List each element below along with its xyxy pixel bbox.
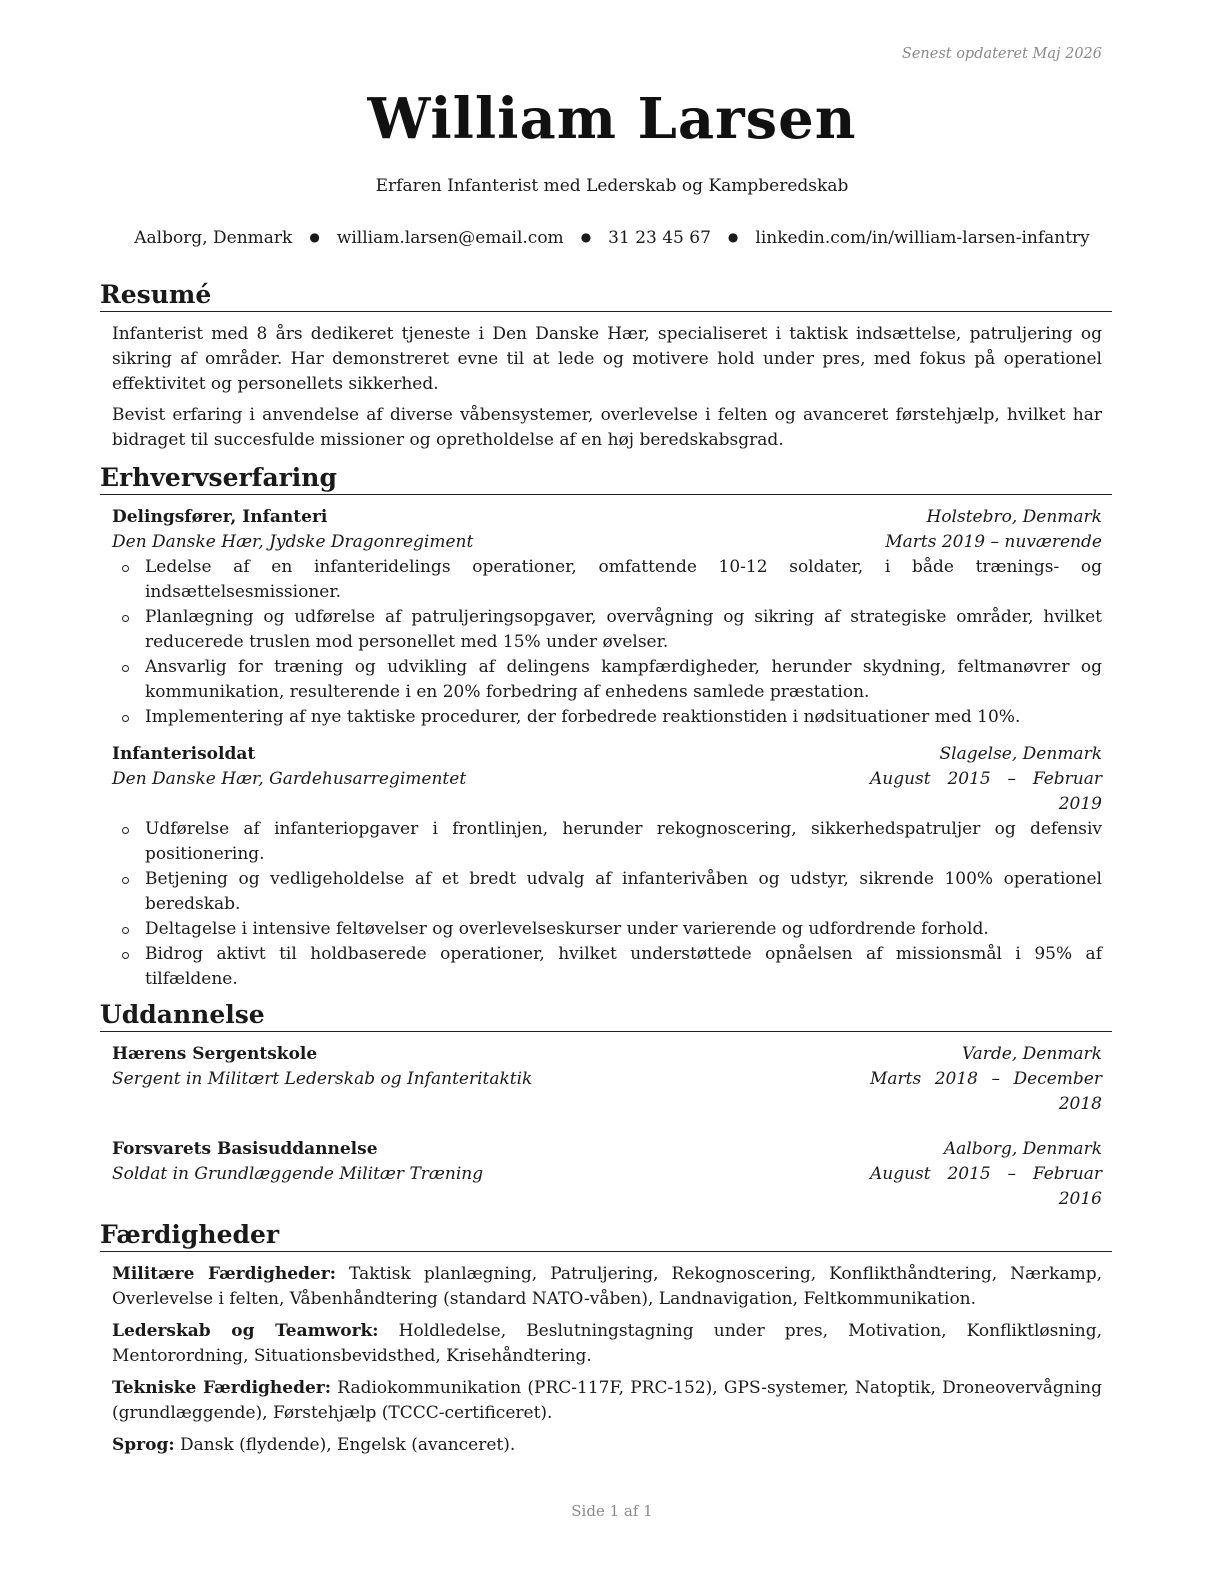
contact-phone: 31 23 45 67 (608, 228, 711, 248)
skill-group-label: Lederskab og Teamwork: (112, 1321, 379, 1341)
education-dates: Marts 2018 – December 2018 (870, 1069, 1102, 1114)
education-entry (112, 1042, 1102, 1117)
education-body (100, 1042, 1112, 1212)
education-entry (112, 1137, 1102, 1212)
job-bullets (112, 555, 1102, 730)
skill-group (112, 1376, 1102, 1426)
skills-body (100, 1262, 1112, 1458)
contact-email[interactable]: william.larsen@email.com (336, 228, 564, 248)
contact-linkedin[interactable]: linkedin.com/in/william-larsen-infantry (755, 228, 1090, 248)
school-location: Varde, Denmark (961, 1044, 1102, 1064)
skill-group-label: Sprog: (112, 1435, 175, 1455)
job-location: Slagelse, Denmark (939, 744, 1102, 764)
section-title-skills: Færdigheder (100, 1220, 1112, 1252)
section-title-experience: Erhvervserfaring (100, 463, 1112, 495)
list-item: Bidrog aktivt til holdbaserede operationer, hvilket understøttede opnåelsen af missionsmål i 95% af tilfældene. (112, 942, 1102, 992)
candidate-name: William Larsen (367, 86, 857, 152)
skill-group (112, 1262, 1102, 1312)
bullet-separator: ● (309, 230, 320, 244)
list-item: Betjening og vedligeholdelse af et bredt udvalg af infanterivåben og udstyr, sikrende 100% operationel beredskab. (112, 867, 1102, 917)
list-item: Implementering af nye taktiske procedurer, der forbedrede reaktionstiden i nødsituationer med 10%. (112, 705, 1102, 730)
section-title-education: Uddannelse (100, 1000, 1112, 1032)
education-dates: August 2015 – Februar 2016 (870, 1164, 1102, 1209)
resume-content (100, 280, 1112, 1465)
list-item: Planlægning og udførelse af patruljeringsopgaver, overvågning og sikring af strategiske områder, hvilket reducerede truslen mod personellet med 15% under øvelser. (112, 605, 1102, 655)
tagline: Erfaren Infanterist med Lederskab og Kampberedskab (375, 176, 849, 196)
job-dates: August 2015 – Februar 2019 (870, 769, 1102, 814)
list-item: Ledelse af en infanteridelings operationer, omfattende 10-12 soldater, i både trænings- og indsættelsesmissioner. (112, 555, 1102, 605)
list-item: Udførelse af infanteriopgaver i frontlinjen, herunder rekognoscering, sikkerhedspatruljer og defensiv positionering. (112, 817, 1102, 867)
contact-line (0, 228, 1224, 248)
last-updated: Senest opdateret Maj 2026 (901, 46, 1102, 62)
degree-name: Sergent in Militært Lederskab og Infanteritaktik (112, 1069, 533, 1089)
job-organization: Den Danske Hær, Jydske Dragonregiment (112, 532, 474, 552)
skill-group-text: Taktisk planlægning, Patruljering, Rekognoscering, Konflikthåndtering, Nærkamp, Overlevelse i felten, Våbenhåndtering (standard NATO-våben), Landnavigation, Feltkommunikation. (112, 1264, 1103, 1309)
experience-body (100, 505, 1112, 992)
summary-body (100, 322, 1112, 453)
experience-entry (112, 742, 1102, 992)
school-location: Aalborg, Denmark (943, 1139, 1102, 1159)
degree-name: Soldat in Grundlæggende Militær Træning (112, 1164, 484, 1184)
job-role: Infanterisoldat (112, 744, 256, 764)
summary-paragraph: Bevist erfaring i anvendelse af diverse våbensystemer, overlevelse i felten og avanceret førstehjælp, hvilket har bidraget til succesfulde missioner og opretholdelse af en høj beredskabsgrad. (112, 405, 1102, 450)
job-dates: Marts 2019 – nuværende (885, 532, 1102, 552)
contact-location: Aalborg, Denmark (134, 228, 293, 248)
job-bullets (112, 817, 1102, 992)
page-number: Side 1 af 1 (571, 1502, 653, 1520)
bullet-separator: ● (727, 230, 739, 244)
school-name: Forsvarets Basisuddannelse (112, 1139, 378, 1159)
job-location: Holstebro, Denmark (926, 507, 1102, 527)
experience-entry (112, 505, 1102, 730)
job-role: Delingsfører, Infanteri (112, 507, 328, 527)
list-item: Deltagelse i intensive feltøvelser og overlevelseskurser under varierende og udfordrende forhold. (112, 917, 1102, 942)
skill-group-label: Tekniske Færdigheder: (112, 1378, 332, 1398)
bullet-separator: ● (580, 230, 592, 244)
list-item: Ansvarlig for træning og udvikling af delingens kampfærdigheder, herunder skydning, feltmanøvrer og kommunikation, resulterende i en 20% forbedring af enhedens samlede præstation. (112, 655, 1102, 705)
skill-group (112, 1433, 1102, 1458)
job-organization: Den Danske Hær, Gardehusarregimentet (112, 769, 467, 789)
section-title-summary: Resumé (100, 280, 1112, 312)
school-name: Hærens Sergentskole (112, 1044, 318, 1064)
skill-group-text: Dansk (flydende), Engelsk (avanceret). (180, 1435, 516, 1455)
summary-paragraph: Infanterist med 8 års dedikeret tjeneste i Den Danske Hær, specialiseret i taktisk indsættelse, patruljering og sikring af områder. Har demonstreret evne til at lede og motivere hold under pres, med fokus på operationel effektivitet og personellets sikkerhed. (112, 324, 1102, 394)
skill-group (112, 1319, 1102, 1369)
skill-group-label: Militære Færdigheder: (112, 1264, 336, 1284)
skill-group-text: Holdledelse, Beslutningstagning under pres, Motivation, Konfliktløsning, Mentorordning, Situationsbevidsthed, Krisehåndtering. (112, 1321, 1102, 1366)
skill-group-text: Radiokommunikation (PRC-117F, PRC-152), GPS-systemer, Natoptik, Droneovervågning (grundlæggende), Førstehjælp (TCCC-certificeret). (112, 1378, 1103, 1423)
